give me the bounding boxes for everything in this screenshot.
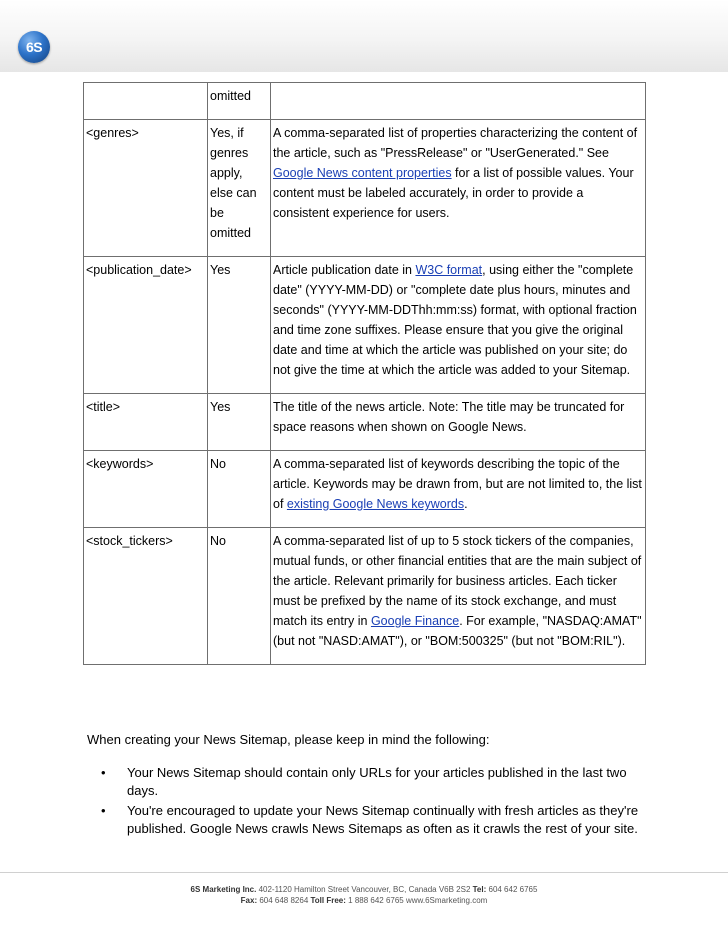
footer-address: 402-1120 Hamilton Street Vancouver, BC, Canada V6B 2S2 (256, 885, 473, 894)
tag-cell: <publication_date> (84, 257, 208, 394)
sitemap-tags-table (83, 82, 646, 665)
reference-link[interactable]: W3C format (415, 263, 483, 277)
list-item-text: You're encouraged to update your News Sitemap continually with fresh articles as they're published. Google News crawls News Sitemaps as often as it crawls the rest of your site. (127, 803, 639, 836)
bullet-icon: • (101, 765, 106, 780)
description-cell (271, 394, 646, 451)
footer-divider (0, 872, 728, 873)
list-item (87, 802, 647, 838)
bullet-icon: • (101, 803, 106, 818)
reference-link[interactable]: Google News content properties (273, 166, 452, 180)
page-header (0, 0, 728, 72)
required-cell: Yes, if genres apply, else can be omitted (208, 120, 271, 257)
description-text: A comma-separated list of up to 5 stock tickers of the companies, mutual funds, or other financial entities that are the main subject of the article. Relevant primarily for business articles. Each ticker must be prefixed by the name of its stock exchange, and must match its entry in (273, 534, 642, 628)
footer-company: 6S Marketing Inc. (190, 885, 257, 894)
description-text: . For example, "NASDAQ:AMAT" (but not "NASD:AMAT"), or "BOM:500325" (but not "BOM:RIL"). (273, 614, 642, 648)
table-row (84, 394, 646, 451)
description-cell (271, 451, 646, 528)
table-row (84, 528, 646, 665)
table-row (84, 257, 646, 394)
description-text: , using either the "complete date" (YYYY-MM-DD) or "complete date plus hours, minutes and seconds" (YYYY-MM-DDThh:mm:ss) format, with optional fraction and time zone suffixes. Please ensure that you give the original date and time at which the article was published on your site; do not give the time at which the article was added to your Sitemap. (273, 263, 637, 377)
list-item (87, 764, 647, 800)
table-row (84, 120, 646, 257)
company-logo (18, 31, 50, 63)
description-text: A comma-separated list of properties characterizing the content of the article, such as "PressRelease" or "UserGenerated." See (273, 126, 638, 160)
footer-tollfree: 1 888 642 6765 www.6Smarketing.com (345, 896, 488, 905)
description-text: Article publication date in (273, 263, 416, 277)
logo-text: 6S (25, 39, 43, 55)
tag-cell: <genres> (84, 120, 208, 257)
description-cell (271, 83, 646, 120)
description-cell (271, 528, 646, 665)
required-cell: No (208, 451, 271, 528)
required-cell: omitted (208, 83, 271, 120)
required-cell: Yes (208, 257, 271, 394)
page-footer (0, 884, 728, 906)
footer-tel-label: Tel: (472, 885, 487, 894)
reference-link[interactable]: Google Finance (370, 614, 460, 628)
description-text: for a list of possible values. Your content must be labeled accurately, in order to provide a consistent experience for users. (273, 166, 634, 220)
required-cell: Yes (208, 394, 271, 451)
footer-fax: 604 648 8264 (257, 896, 311, 905)
description-text: The title of the news article. Note: The title may be truncated for space reasons when shown on Google News. (273, 400, 625, 434)
list-item-text: Your News Sitemap should contain only URLs for your articles published in the last two days. (127, 765, 627, 798)
footer-tollfree-label: Toll Free: (310, 896, 346, 905)
tag-cell: <title> (84, 394, 208, 451)
description-cell (271, 120, 646, 257)
description-cell (271, 257, 646, 394)
footer-line-1 (0, 884, 728, 895)
required-cell: No (208, 528, 271, 665)
intro-paragraph: When creating your News Sitemap, please keep in mind the following: (87, 732, 490, 747)
table-body (84, 83, 646, 665)
table-row (84, 83, 646, 120)
footer-fax-label: Fax: (240, 896, 258, 905)
tag-cell: <stock_tickers> (84, 528, 208, 665)
tag-cell: <keywords> (84, 451, 208, 528)
footer-line-2 (0, 895, 728, 906)
description-text: A comma-separated list of keywords describing the topic of the article. Keywords may be drawn from, but are not limited to, the list of (273, 457, 642, 511)
tag-cell (84, 83, 208, 120)
table-row (84, 451, 646, 528)
description-text: . (464, 497, 468, 511)
footer-tel: 604 642 6765 (486, 885, 538, 894)
notes-list (87, 764, 647, 840)
reference-link[interactable]: existing Google News keywords (286, 497, 465, 511)
